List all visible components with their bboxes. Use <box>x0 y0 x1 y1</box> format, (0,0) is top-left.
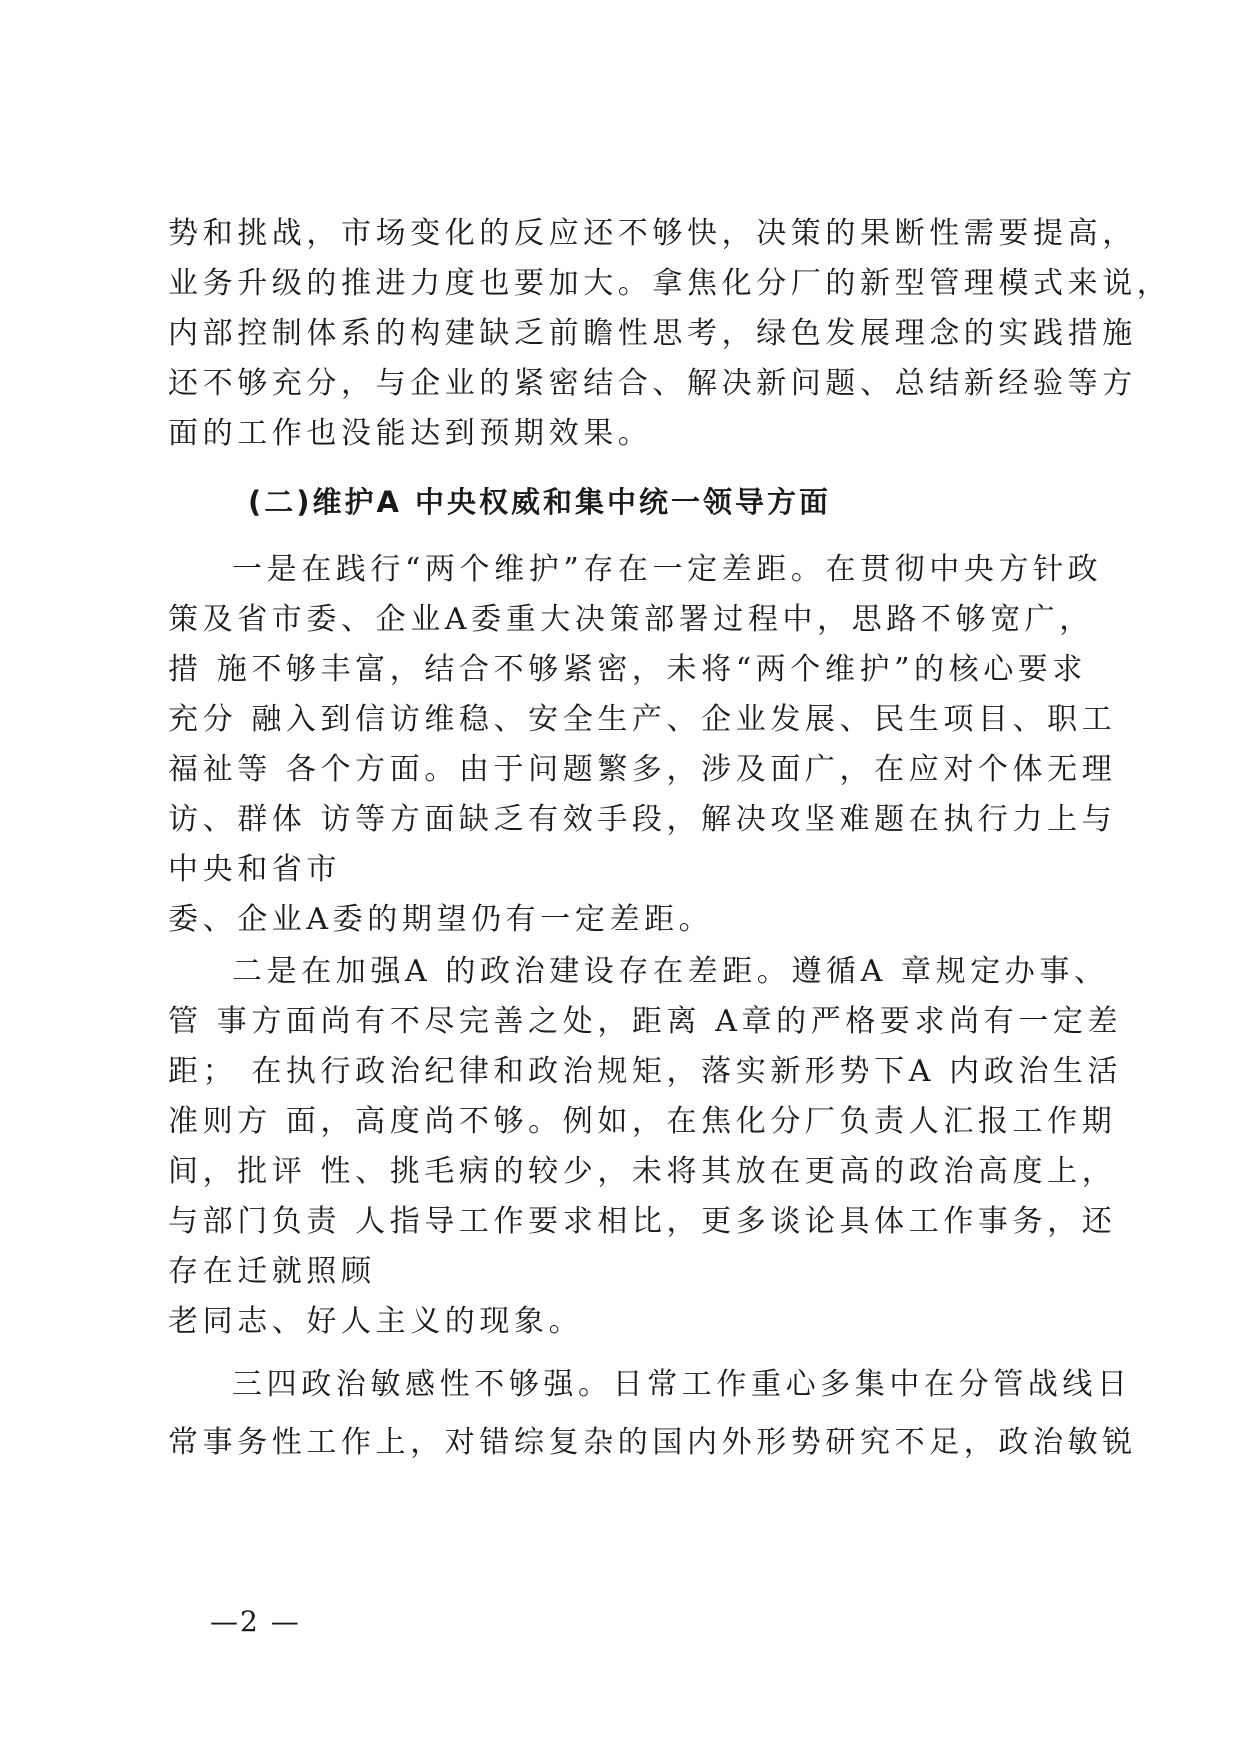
paragraph-line: 策及省市委、企业A委重大决策部署过程中，思路不够宽广， <box>168 602 1094 637</box>
page-number: —2 — <box>210 1605 301 1638</box>
paragraph-three <box>168 1360 1137 1468</box>
section-heading: (二)维护A 中央权威和集中统一领导方面 <box>248 485 832 519</box>
paragraph-line: 内部控制体系的构建缺乏前瞻性思考，绿色发展理念的实践措施 <box>168 316 1137 351</box>
paragraph-line: 与部门负责 人指导工作要求相比，更多谈论具体工作事务，还 <box>168 1204 1117 1239</box>
paragraph-line: 福祉等 各个方面。由于问题繁多，涉及面广，在应对个体无理 <box>168 752 1117 787</box>
paragraph-line: 面的工作也没能达到预期效果。 <box>168 416 653 451</box>
paragraph-line: 管 事方面尚有不尽完善之处，距离 A章的严格要求尚有一定差 <box>168 1004 1123 1039</box>
paragraph-line: 老同志、好人主义的现象。 <box>168 1304 584 1339</box>
paragraph-line: 一是在践行“两个维护”存在一定差距。在贯彻中央方针政 <box>232 552 1103 587</box>
paragraph-line: 常事务性工作上，对错综复杂的国内外形势研究不足，政治敏锐 <box>168 1425 1137 1460</box>
paragraph-line: 中央和省市 <box>168 852 341 887</box>
paragraph-line: 措 施不够丰富，结合不够紧密，未将“两个维护”的核心要求 <box>168 652 1088 687</box>
paragraph-line: 二是在加强A 的政治建设存在差距。遵循A 章规定办事、 <box>232 954 1109 989</box>
paragraph-line: 充分 融入到信访维稳、安全生产、企业发展、民生项目、职工 <box>168 702 1117 737</box>
paragraph-intro <box>168 209 1172 459</box>
paragraph-line: 准则方 面，高度尚不够。例如，在焦化分厂负责人汇报工作期 <box>168 1104 1117 1139</box>
paragraph-line: 还不够充分，与企业的紧密结合、解决新问题、总结新经验等方 <box>168 366 1137 401</box>
paragraph-line: 三四政治敏感性不够强。日常工作重心多集中在分管战线日 <box>232 1367 1132 1402</box>
paragraph-two <box>168 947 1123 1347</box>
paragraph-line: 存在迁就照顾 <box>168 1254 376 1289</box>
paragraph-line: 委、企业A委的期望仍有一定差距。 <box>168 902 714 937</box>
paragraph-line: 间，批评 性、挑毛病的较少，未将其放在更高的政治高度上， <box>168 1154 1117 1189</box>
paragraph-line: 势和挑战，市场变化的反应还不够快，决策的果断性需要提高， <box>168 216 1137 251</box>
paragraph-line: 距； 在执行政治纪律和政治规矩，落实新形势下A 内政治生活 <box>168 1054 1123 1089</box>
paragraph-line: 业务升级的推进力度也要加大。拿焦化分厂的新型管理模式来说， <box>168 266 1172 301</box>
paragraph-one <box>168 545 1117 945</box>
paragraph-line: 访、群体 访等方面缺乏有效手段，解决攻坚难题在执行力上与 <box>168 802 1117 837</box>
